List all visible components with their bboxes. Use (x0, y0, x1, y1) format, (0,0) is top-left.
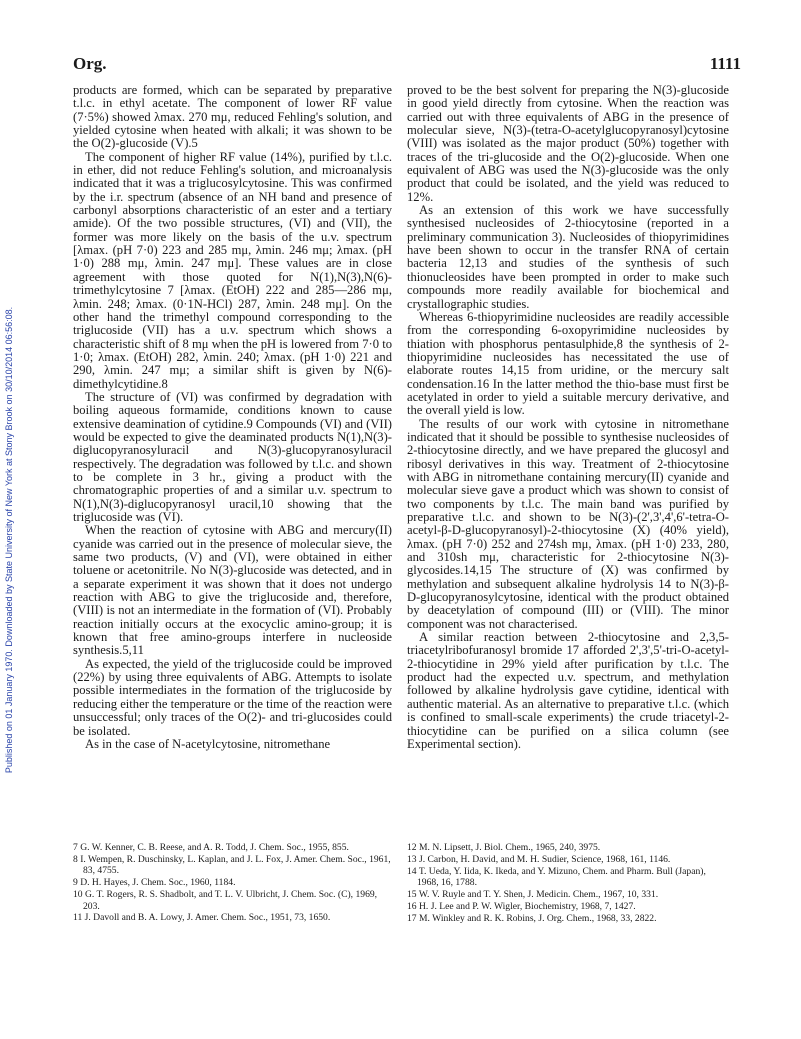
footnote: 10 G. T. Rogers, R. S. Shadbolt, and T. L. V. Ulbricht, J. Chem. Soc. (C), 1969, 203. (73, 889, 378, 912)
running-head: Org. (73, 54, 107, 73)
footnote: 16 H. J. Lee and P. W. Wigler, Biochemistry, 1968, 7, 1427. (407, 901, 636, 913)
footnote: 9 D. H. Hayes, J. Chem. Soc., 1960, 1184. (73, 877, 236, 889)
paragraph: products are formed, which can be separated by preparative t.l.c. in ethyl acetate. The component of lower RF value (7·5%) showed λmax. 270 mμ, reduced Fehling's solution, and yielded cytosine when heated with alkali; it was shown to be the O(2)-glucoside (V).5 (73, 83, 392, 151)
paragraph: As an extension of this work we have successfully synthesised nucleosides of 2-thiocytosine (reported in a preliminary communication 3). Nucleosides of thiopyrimidines have been shown to occur in the transfer RNA of certain bacteria 12,13 and studies of the synthesis of such thionucleosides have been prompted in order to make such compounds more readily available for biochemical and crystallographic studies. (407, 203, 729, 311)
page-number: 1111 (709, 54, 741, 73)
download-watermark (2, 110, 16, 970)
right-column (407, 84, 729, 751)
paragraph: proved to be the best solvent for preparing the N(3)-glucoside in good yield directly from cytosine. When the reaction was carried out with three equivalents of ABG in the presence of molecular sieve, N(3)-(tetra-O-acetylglucopyranosyl)cytosine (VIII) was isolated as the major product (50%) together with traces of the tri-glucoside and the O(2)-glucoside. When one equivalent of ABG was used the N(3)-glucoside was the only product that could be isolated, and the yield was reduced to 12%. (407, 83, 729, 204)
paragraph: The structure of (VI) was confirmed by degradation with boiling aqueous formamide, conditions known to cause extensive deamination of cytidine.9 Compounds (VI) and (VII) would be expected to give the deaminated products N(1),N(3)-diglucopyranosyluracil and N(3)-glucopyranosyluracil respectively. The degradation was followed by t.l.c. and shown to be complete in 3 hr., giving a product with the chromatographic properties of and a similar u.v. spectrum to N(1),N(3)-diglucopyranosyl uracil,10 showing that the triglucoside was (VI). (73, 389, 392, 524)
paragraph: As in the case of N-acetylcytosine, nitromethane (85, 736, 331, 751)
download-watermark-text: Published on 01 January 1970. Downloaded by State University of New York at Stony Brook on 30/10/2014 06:56:08. (4, 306, 14, 774)
footnote: 13 J. Carbon, H. David, and M. H. Sudier, Science, 1968, 161, 1146. (407, 853, 671, 865)
footnote: 7 G. W. Kenner, C. B. Reese, and A. R. Todd, J. Chem. Soc., 1955, 855. (73, 842, 349, 853)
paragraph: As expected, the yield of the triglucoside could be improved (22%) by using three equivalents of ABG. Attempts to isolate possible intermediates in the formation of the triglucoside by reducing either the temperature or the time of the reaction were unsuccessful; only traces of the O(2)- and tri-glucosides could be isolated. (73, 656, 392, 738)
footnotes-right (407, 842, 729, 925)
footnote: 8 I. Wempen, R. Duschinsky, L. Kaplan, and J. L. Fox, J. Amer. Chem. Soc., 1961, 83, 4755. (73, 853, 391, 877)
footnote: 14 T. Ueda, Y. Iida, K. Ikeda, and Y. Mizuno, Chem. and Pharm. Bull (Japan), 1968, 16, 1788. (407, 865, 706, 889)
footnote: 11 J. Davoll and B. A. Lowy, J. Amer. Chem. Soc., 1951, 73, 1650. (73, 912, 331, 924)
paragraph: A similar reaction between 2-thiocytosine and 2,3,5-triacetylribofuranosyl bromide 17 afforded 2',3',5'-tri-O-acetyl-2-thiocytidine in 29% yield after purification by t.l.c. The product had the expected u.v. spectrum, and methylation followed by alkaline hydrolysis gave cytidine, identical with authentic material. As an alternative to preparative t.l.c. (which is confined to small-scale experiments) the crude triacetyl-2-thiocytidine can be purified on a silica column (see Experimental section). (407, 630, 729, 751)
paragraph: Whereas 6-thiopyrimidine nucleosides are readily accessible from the corresponding 6-oxopyrimidine nucleosides by thiation with phosphorus pentasulphide,8 the synthesis of 2-thiopyrimidine nucleosides has necessitated the use of elaborate routes 14,15 from uridine, or the mercury salt condensation.16 In the latter method the thio-base must first be acetylated in order to yield a suitable mercury derivative, and the overall yield is low. (407, 309, 729, 418)
paragraph: When the reaction of cytosine with ABG and mercury(II) cyanide was carried out in the presence of molecular sieve, the same two products, (V) and (VI), were obtained in either toluene or acetonitrile. No N(3)-glucoside was detected, and in a separate experiment it was shown that it does not undergo reaction with ABG to give the triglucoside and, therefore, (VIII) is not an intermediate in the formation of (VI). Probably reaction initially occurs at the exocyclic amino-group; it is known that free amino-groups interfere in nucleoside synthesis.5,11 (73, 523, 392, 658)
footnote: 12 M. N. Lipsett, J. Biol. Chem., 1965, 240, 3975. (407, 842, 601, 853)
footnote: 17 M. Winkley and R. K. Robins, J. Org. Chem., 1968, 33, 2822. (407, 912, 657, 924)
footnote: 15 W. V. Ruyle and T. Y. Shen, J. Medicin. Chem., 1967, 10, 331. (407, 889, 659, 901)
left-column (73, 84, 392, 751)
footnotes-left (73, 842, 392, 924)
paragraph: The component of higher RF value (14%), purified by t.l.c. in ether, did not reduce Fehling's solution, and microanalysis indicated that it was a triglucosylcytosine. This was confirmed by the i.r. spectrum (absence of an NH band and presence of carbonyl absorptions characteristic of an ester and a tertiary amide). Of the two possible structures, (VI) and (VII), the former was more likely on the basis of the u.v. spectrum [λmax. (pH 7·0) 223 and 285 mμ, λmin. 246 mμ; λmax. (pH 1·0) 288 mμ, λmin. 247 mμ]. These values are in close agreement with those quoted for N(1),N(3),N(6)-trimethylcytosine 7 [λmax. (EtOH) 222 and 285—286 mμ, λmin. 248; λmax. (0·1N-HCl) 287, λmin. 248 mμ]. On the other hand the trimethyl compound corresponding to the triglucoside (VII) has a u.v. spectrum which shows a characteristic shift of 8 mμ when the pH is lowered from 7·0 to 1·0; λmax. (EtOH) 282, λmin. 240; λmax. (pH 1·0) 221 and 290, λmin. 247 mμ; a similar shift is given by N(6)-dimethylcytidine.8 (73, 149, 392, 391)
paragraph: The results of our work with cytosine in nitromethane indicated that it should be possible to synthesise nucleosides of 2-thiocytosine directly, and we have prepared the glucosyl and ribosyl derivatives in this way. Treatment of 2-thiocytosine with ABG in nitromethane containing mercury(II) cyanide and molecular sieve gave a product which was shown to consist of two components by t.l.c. The main band was purified by preparative t.l.c. and shown to be N(3)-(2',3',4',6'-tetra-O-acetyl-β-D-glucopyranosyl)-2-thiocytosine (X) (40% yield), λmax. (pH 7·0) 252 and 274sh mμ, λmax. (pH 1·0) 233, 280, and 310sh mμ, characteristic for 2-thiocytosine N(3)-glycosides.14,15 The structure of (X) was confirmed by methylation and subsequent alkaline hydrolysis 14 to N(3)-β-D-glucopyranosylcytosine, identical with the product obtained by deacetylation of compound (III) or (VIII). The minor component was not characterised. (407, 416, 729, 631)
